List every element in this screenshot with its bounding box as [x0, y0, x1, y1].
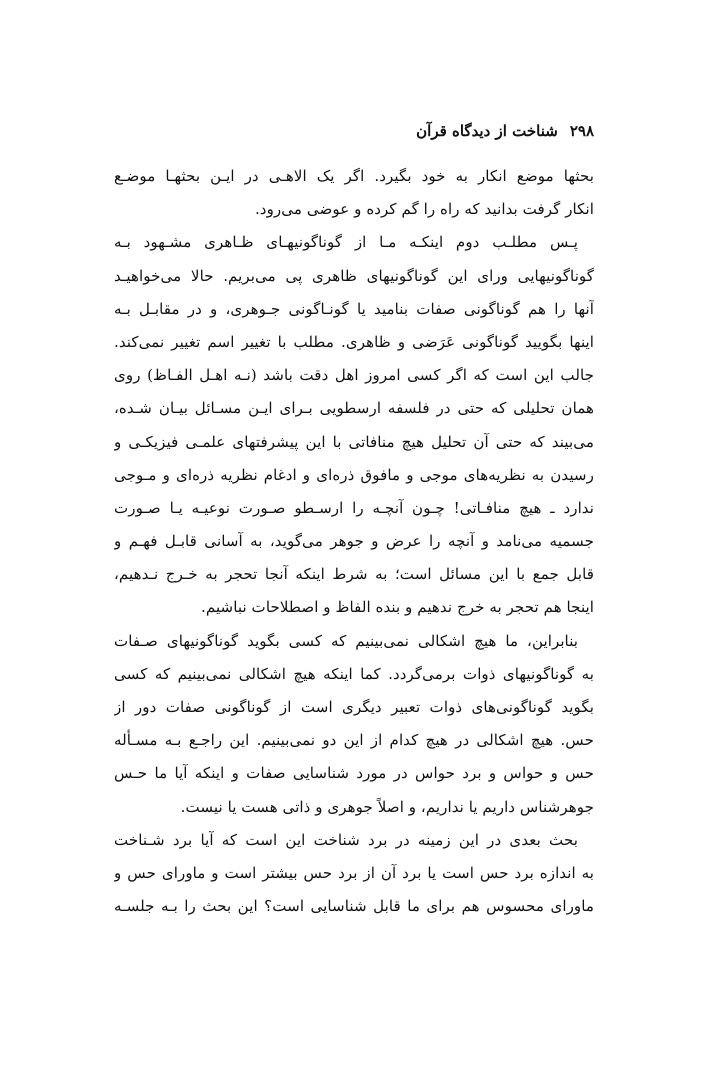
text-line: جوهرشناس داریم یا نداریم، و اصلاً جوهری و ذاتی هست یا نیست.: [180, 797, 594, 816]
text-line: حس. هیچ اشکالی در هیچ کدام از این دو نمی‌بینیم. این راجـع بـه مسـأله: [114, 731, 594, 750]
text-line: رسیدن به نظریه‌های موجی و مافوق ذره‌ای و ادغام نظریه ذره‌ای و مـوجی: [114, 465, 594, 484]
text-line: بحث بعدی در این زمینه در برد شناخت این است که آیا برد شـناخت: [114, 830, 578, 849]
text-line: به اندازه برد حس است یا برد آن از برد حس بیشتر است و ماورای حس و: [114, 863, 594, 882]
text-line: پـس مطلـب دوم اینکـه مـا از گوناگونیهـای ظـاهری مشـهود بـه: [114, 233, 578, 252]
text-line: همان تحلیلی که حتی در فلسفه ارسطویی بـرای ایـن مسـائل بیـان شـده،: [114, 399, 594, 418]
page-number: ۲۹۸: [569, 122, 594, 140]
text-line: اینها بگویید گوناگونی عَرَضی و ظاهری. مطلب با تغییر اسم تغییر نمی‌کند.: [114, 332, 594, 351]
body-text: [114, 160, 594, 923]
text-line: بحثها موضع انکار به خود بگیرد. اگر یک الاهـی در ایـن بحثهـا موضـع: [114, 167, 594, 185]
text-line: اینجا هم تحجر به خرج ندهیم و بنده الفاظ و اصطلاحات نباشیم.: [201, 598, 594, 617]
text-line: جسمیه می‌نامد و آنچه را عرض و جوهر می‌گوید، به آسانی قابـل فهـم و: [114, 532, 594, 551]
text-line: می‌بیند که حتی آن تحلیل هیچ منافاتی با این پیشرفتهای علمـی فیزیکـی و: [114, 432, 594, 451]
text-line: انکار گرفت بدانید که راه را گم کرده و عوضی می‌رود.: [254, 200, 594, 219]
text-line: جالب این است که اگر کسی امروز اهل دقت باشد (نـه اهـل الفـاظ) روی: [114, 366, 594, 385]
text-line: بنابراین، ما هیچ اشکالی نمی‌بینیم که کسی بگوید گوناگونیهای صـفات: [114, 631, 578, 650]
text-line: حس و حواس و برد حواس در مورد شناسایی صفات و اینکه آیا ما حـس: [114, 764, 594, 783]
running-head: [416, 121, 594, 141]
text-line: به گوناگونیهای ذوات برمی‌گردد. کما اینکه هیچ اشکالی نمی‌بینیم که کسی: [114, 664, 594, 683]
text-line: گوناگونیهایی ورای این گوناگونیهای ظاهری پی می‌بریم. حالا می‌خواهیـد: [114, 266, 594, 285]
text-line: ندارد ـ هیچ منافـاتی! چـون آنچـه را ارسـطو صـورت نوعیـه یـا صـورت: [114, 498, 594, 517]
book-title: شناخت از دیدگاه قرآن: [416, 122, 558, 140]
text-line: ماورای محسوس هم برای ما قابل شناسایی است؟ این بحث را بـه جلسـه: [114, 897, 594, 916]
text-line: بگوید گوناگونی‌های ذوات تعبیر دیگری است از گوناگونی صفات دور از: [114, 698, 594, 716]
text-line: قابل جمع با این مسائل است؛ به شرط اینکه آنجا تحجر به خـرج نـدهیم،: [114, 565, 594, 584]
text-line: آنها را هم گوناگونی صفات بنامید یا گونـاگونی جـوهری، و در مقابـل بـه: [114, 299, 594, 318]
